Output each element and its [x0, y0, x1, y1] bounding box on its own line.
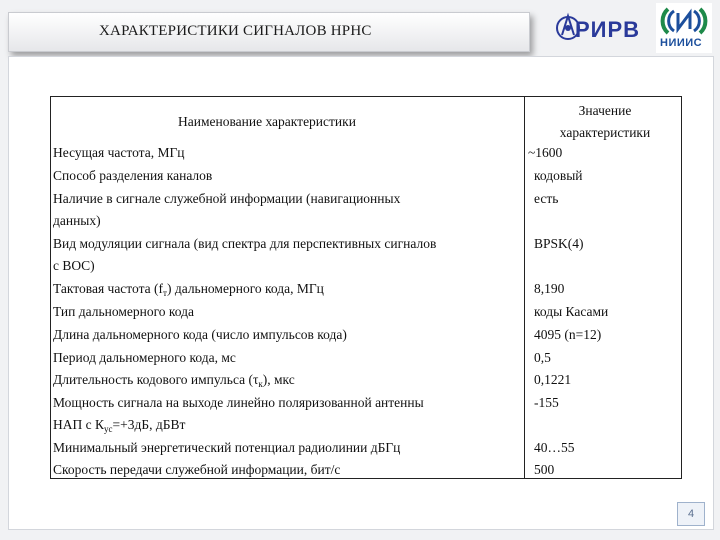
page-number: 4 [677, 502, 705, 526]
table-row-name-cont: данных) [53, 213, 101, 228]
table-row-name-cont [53, 416, 185, 433]
table-row-value: 40…55 [534, 440, 575, 455]
table-row-name: Способ разделения каналов [53, 168, 213, 183]
table-row-value: кодовый [534, 168, 583, 183]
table-row-value: 500 [534, 462, 555, 477]
table-row-name: Длина дальномерного кода (число импульсов кода) [53, 327, 347, 342]
table-row-name [53, 280, 324, 297]
table-row-name: Минимальный энергетический потенциал радиолинии дБГц [53, 440, 401, 455]
table-row-name: Тип дальномерного кода [53, 304, 195, 319]
table-row-name: Мощность сигнала на выходе линейно поляризованной антенны [53, 395, 424, 410]
table-column-divider [524, 96, 525, 479]
column-header-value-line1: Значение [578, 103, 632, 118]
row-name-subscript: к [258, 379, 263, 389]
table-row-name: Несущая частота, МГц [53, 145, 185, 160]
table-row-value: -155 [534, 395, 559, 410]
table-row-value: 0,1221 [534, 372, 572, 387]
row-name-part: ), мкс [262, 372, 295, 387]
row-name-subscript: ус [104, 424, 113, 434]
niiis-emblem-icon [660, 5, 708, 37]
slide-title-bar [8, 12, 530, 52]
slide-title: ХАРАКТЕРИСТИКИ СИГНАЛОВ НРНС [99, 23, 372, 39]
table-row-value: BPSK(4) [534, 236, 584, 251]
row-name-subscript: т [163, 288, 167, 298]
table-row-name [53, 371, 295, 388]
table-row-name: Вид модуляции сигнала (вид спектра для перспективных сигналов [53, 236, 437, 251]
table-row-name: Наличие в сигнале служебной информации (навигационных [53, 191, 401, 206]
table-row-value: 8,190 [534, 281, 565, 296]
column-header-value-line2: характеристики [559, 125, 651, 140]
niiis-logo [656, 3, 712, 53]
niiis-logo-text: НИИИС [660, 37, 703, 49]
table-row-value: есть [534, 191, 559, 206]
table-row-value: коды Касами [534, 304, 609, 319]
column-header-value [530, 100, 680, 144]
row-name-part: НАП с К [53, 417, 104, 432]
table-row-name-cont: с BOC) [53, 258, 95, 273]
rirv-logo-text: РИРВ [575, 17, 641, 42]
table-row-value: 4095 (n=12) [534, 327, 602, 342]
table-row-name: Скорость передачи служебной информации, бит/с [53, 462, 341, 477]
row-name-part: =+3дБ, дБВт [112, 417, 186, 432]
row-name-part: Длительность кодового импульса (τ [53, 372, 259, 387]
table-row-value: 0,5 [534, 350, 551, 365]
rirv-logo [553, 8, 648, 48]
row-name-part: ) дальномерного кода, МГц [166, 281, 324, 296]
table-row-name: Период дальномерного кода, мс [53, 350, 236, 365]
table-row-value: ~1600 [528, 145, 563, 160]
column-header-name: Наименование характеристики [178, 114, 356, 129]
row-name-part: Тактовая частота (f [53, 281, 164, 296]
